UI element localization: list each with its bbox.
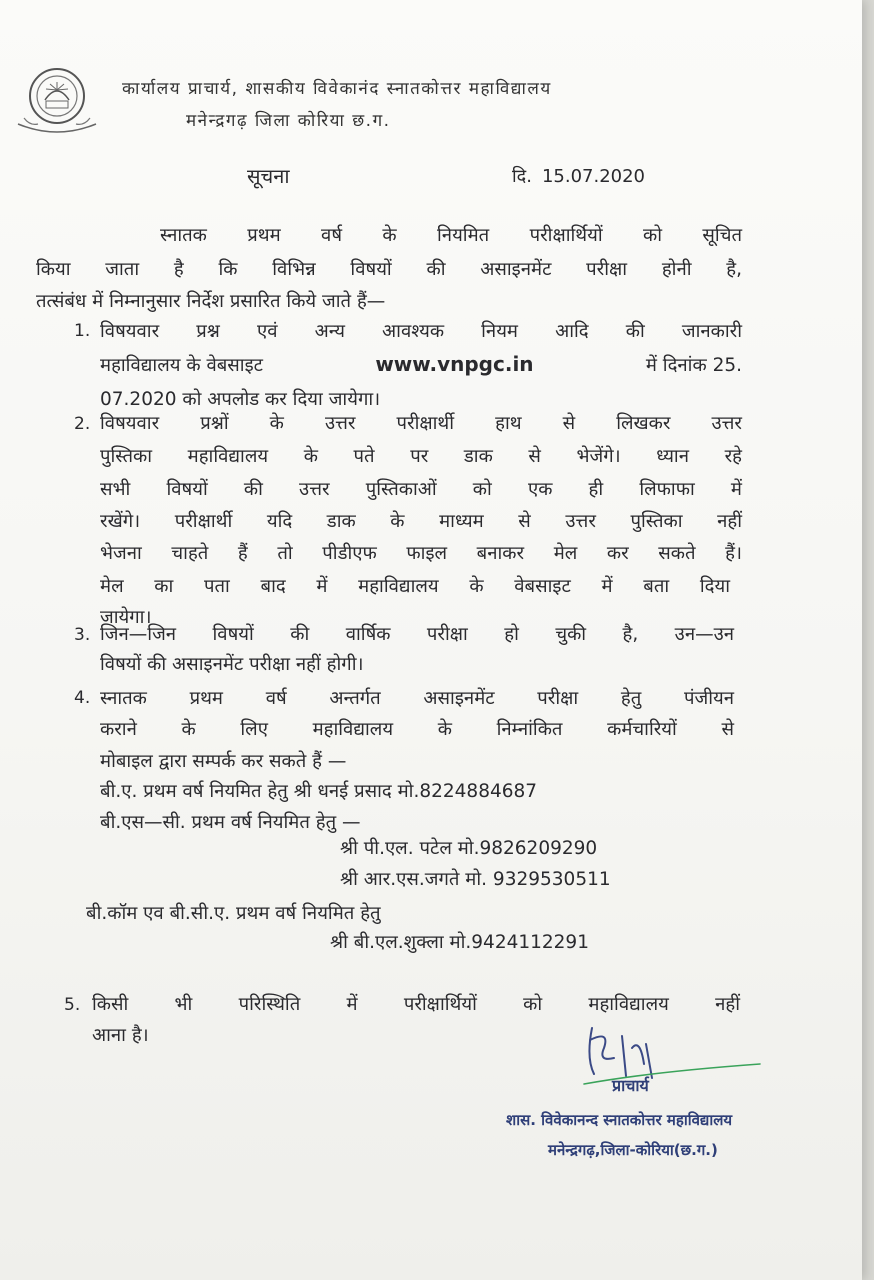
contact-bcom-heading: बी.कॉम एव बी.सी.ए. प्रथम वर्ष नियमित हेतु	[86, 903, 381, 924]
contact-ba: बी.ए. प्रथम वर्ष नियमित हेतु श्री धनई प्रसाद मो.8224884687	[100, 781, 538, 802]
point-2-line-1: विषयवार प्रश्नों के उत्तर परीक्षार्थी हाथ से लिखकर उत्तर	[100, 413, 742, 434]
stamp-line-1: शास. विवेकानन्द स्नातकोत्तर महाविद्यालय	[506, 1111, 733, 1129]
date-value: 15.07.2020	[541, 166, 646, 187]
intro-line-2: किया जाता है कि विभिन्न विषयों की असाइनमेंट परीक्षा होनी है,	[36, 259, 742, 280]
office-header-line2: मनेन्द्रगढ़ जिला कोरिया छ.ग.	[186, 111, 391, 131]
point-3-line-1: जिन—जिन विषयों की वार्षिक परीक्षा हो चुकी है, उन—उन	[100, 624, 734, 645]
point-1-line-3: 07.2020 को अपलोड कर दिया जायेगा।	[100, 389, 381, 410]
point-4-number: 4.	[74, 688, 91, 708]
date-label: दि.	[512, 166, 532, 187]
intro-line-3: तत्संबंध में निम्नानुसार निर्देश प्रसारित किये जाते हैं—	[36, 291, 386, 312]
website-link[interactable]: www.vnpgc.in	[375, 352, 534, 376]
contact-bsc-heading: बी.एस—सी. प्रथम वर्ष नियमित हेतु —	[100, 812, 361, 833]
notice-date	[512, 164, 645, 188]
point-2-line-3: सभी विषयों की उत्तर पुस्तिकाओं को एक ही लिफाफा में	[100, 479, 742, 500]
point-2-line-6: मेल का पता बाद में महाविद्यालय के वेबसाइट में बता दिया	[100, 576, 730, 597]
point-1-number: 1.	[74, 321, 91, 341]
point-2-line-2: पुस्तिका महाविद्यालय के पते पर डाक से भेजेंगे। ध्यान रहे	[100, 446, 742, 467]
point-1-line-1: विषयवार प्रश्न एवं अन्य आवश्यक नियम आदि की जानकारी	[100, 321, 742, 342]
point-4-line-3: मोबाइल द्वारा सम्पर्क कर सकते हैं —	[100, 751, 347, 772]
point-1-line-2-post: में दिनांक 25.	[645, 355, 742, 376]
point-1-line-2-pre: महाविद्यालय के वेबसाइट	[100, 355, 263, 376]
point-2-line-7: जायेगा।	[100, 607, 152, 628]
contact-bcom-1: श्री बी.एल.शुक्ला मो.9424112291	[330, 932, 589, 953]
point-4-line-2: कराने के लिए महाविद्यालय के निम्नांकित कर्मचारियों से	[100, 719, 734, 740]
point-4-line-1: स्नातक प्रथम वर्ष अन्तर्गत असाइनमेंट परीक्षा हेतु पंजीयन	[100, 688, 734, 709]
college-emblem-icon	[12, 60, 102, 142]
handwritten-signature-icon	[570, 1018, 770, 1098]
stamp-line-2: मनेन्द्रगढ़,जिला-कोरिया(छ.ग.)	[548, 1141, 718, 1159]
point-5-line-1: किसी भी परिस्थिति में परीक्षार्थियों को महाविद्यालय नहीं	[92, 994, 740, 1015]
notice-title: सूचना	[247, 164, 290, 188]
point-5-line-2: आना है।	[92, 1025, 149, 1046]
point-2-number: 2.	[74, 414, 91, 434]
point-1-line-2	[100, 352, 742, 377]
contact-bsc-1: श्री पी.एल. पटेल मो.9826209290	[340, 838, 598, 859]
point-2-line-5: भेजना चाहते हैं तो पीडीएफ फाइल बनाकर मेल कर सकते हैं।	[100, 543, 742, 564]
point-3-line-2: विषयों की असाइनमेंट परीक्षा नहीं होगी।	[100, 654, 364, 675]
point-3-number: 3.	[74, 625, 91, 645]
point-5-number: 5.	[64, 995, 81, 1015]
point-2-line-4: रखेंगे। परीक्षार्थी यदि डाक के माध्यम से उत्तर पुस्तिका नहीं	[100, 511, 742, 532]
contact-bsc-2: श्री आर.एस.जगते मो. 9329530511	[340, 869, 611, 890]
signature-designation: प्राचार्य	[612, 1076, 649, 1095]
intro-line-1: स्नातक प्रथम वर्ष के नियमित परीक्षार्थियों को सूचित	[160, 225, 742, 246]
office-header-line1: कार्यालय प्राचार्य, शासकीय विवेकानंद स्नातकोत्तर महाविद्यालय	[122, 79, 552, 99]
